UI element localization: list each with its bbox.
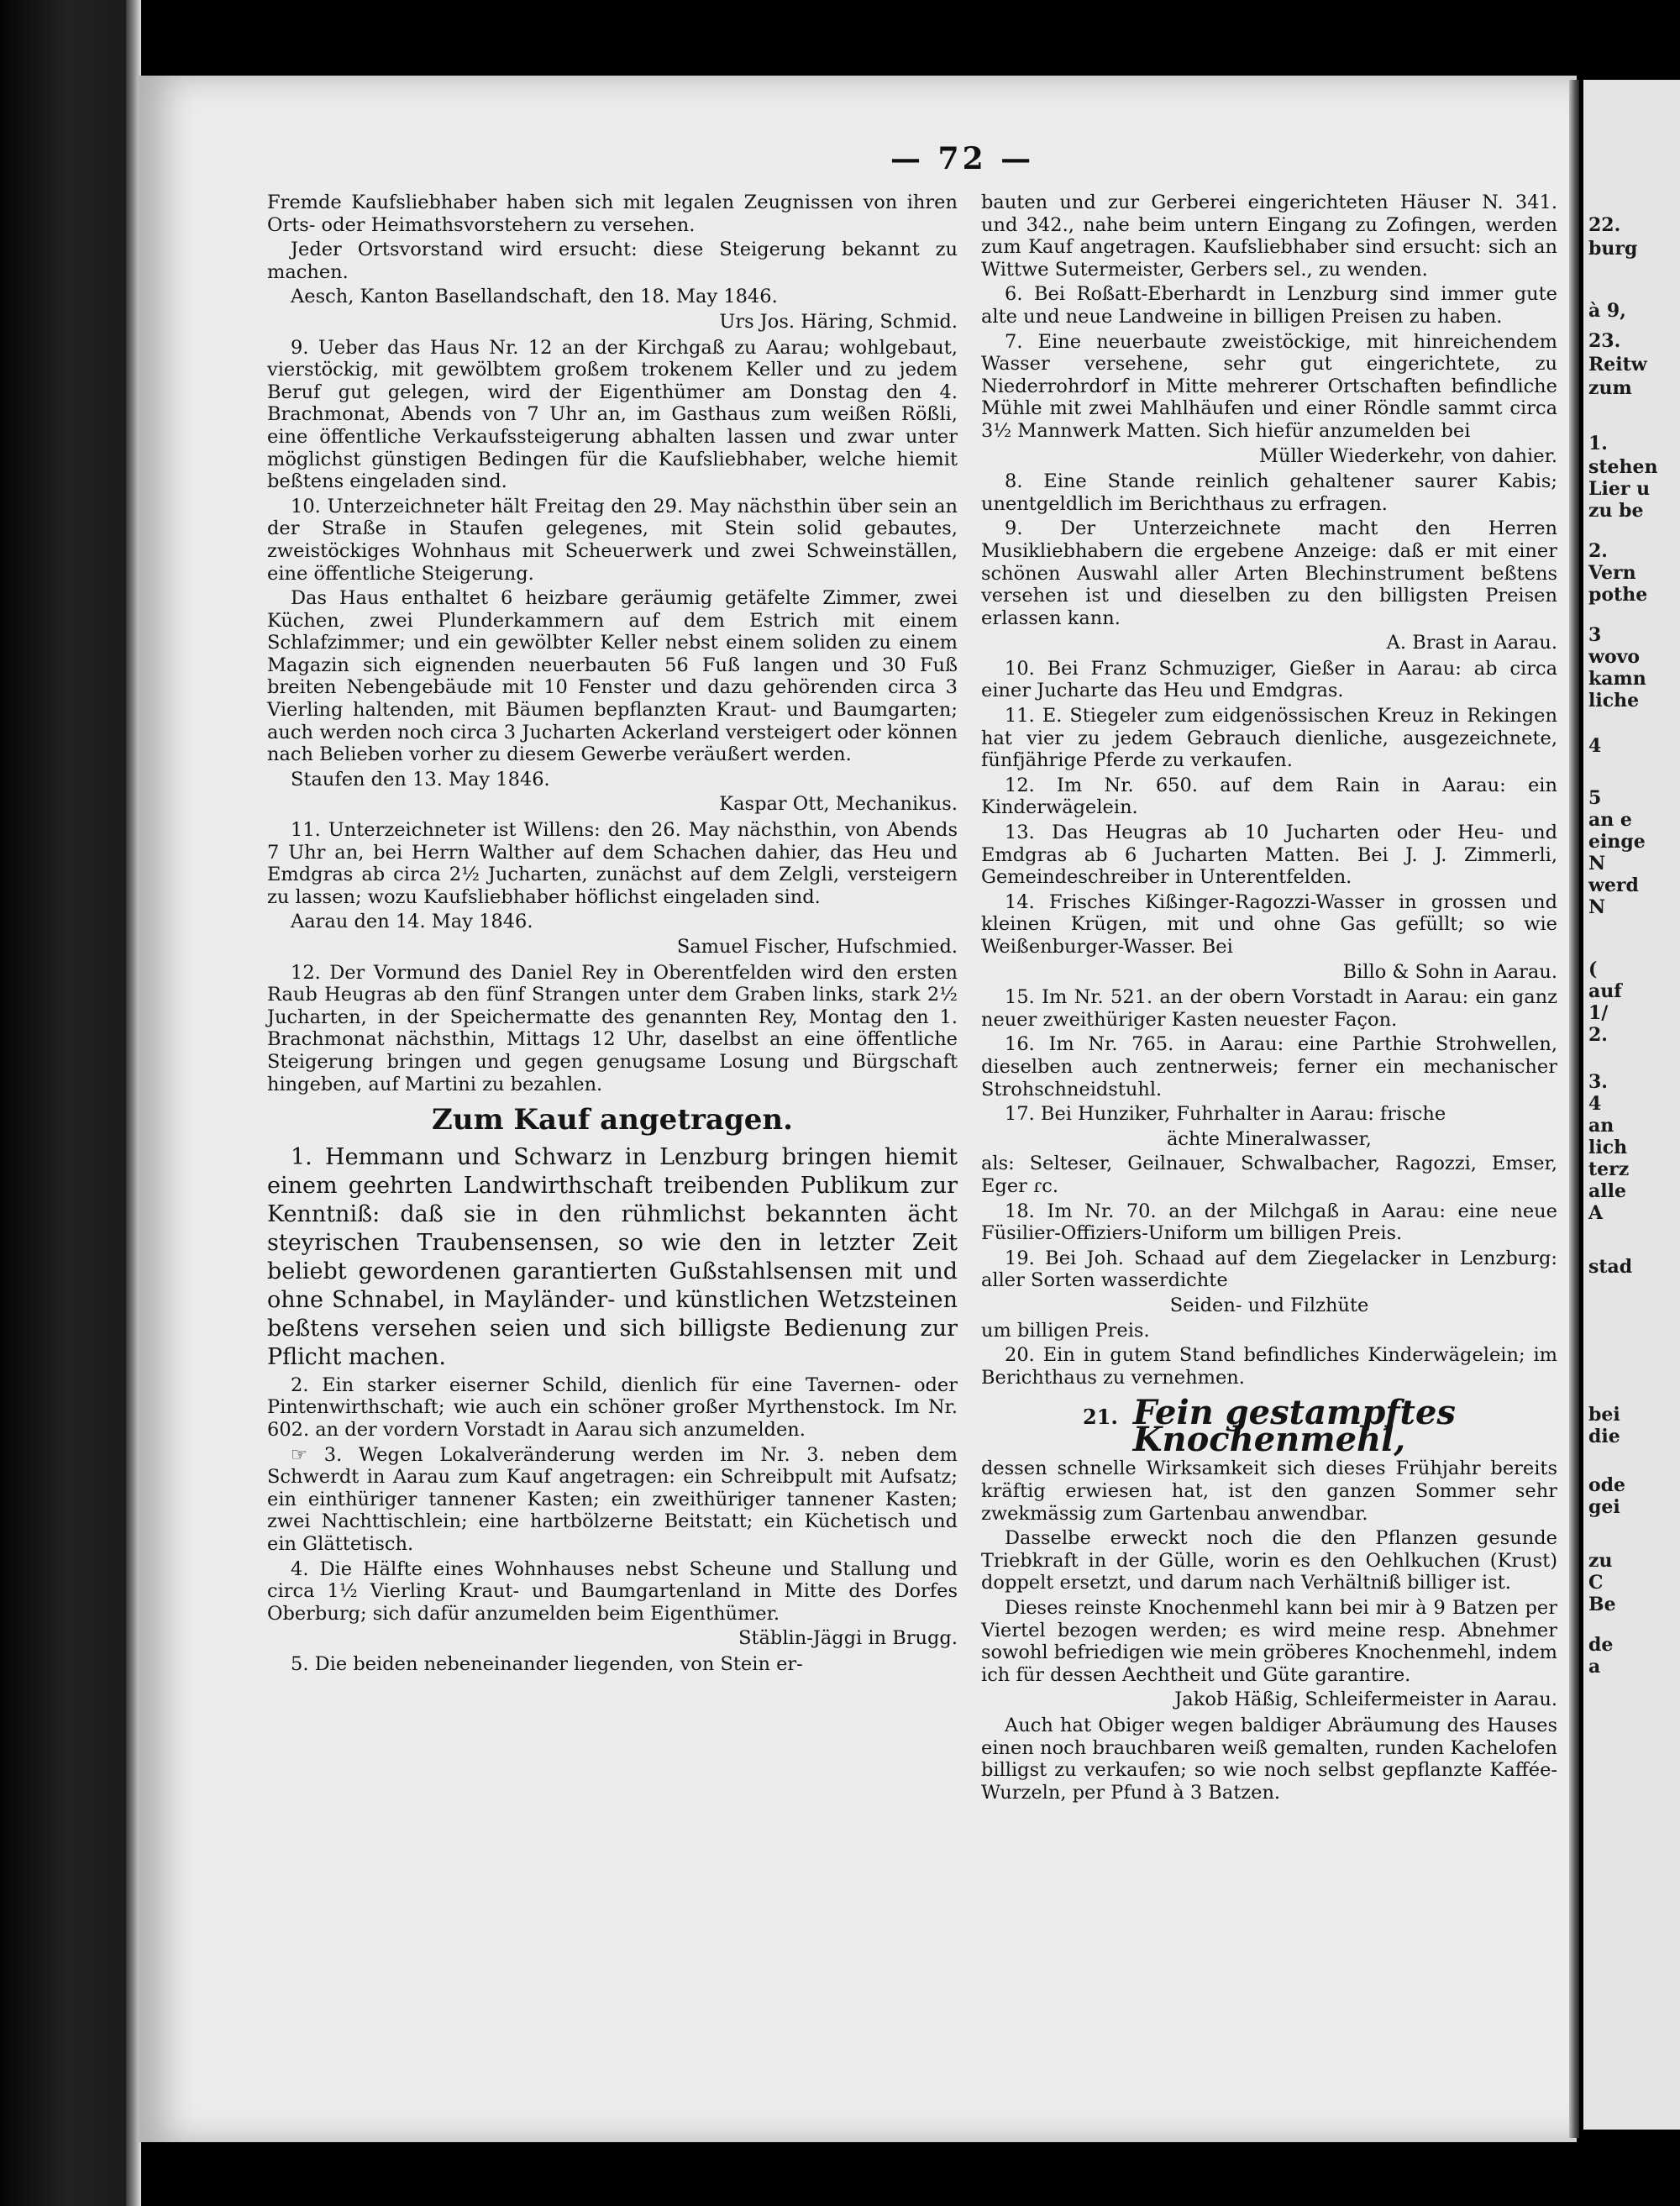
facing-page-text-fragment: kamn bbox=[1588, 668, 1646, 690]
notice-paragraph: 12. Im Nr. 650. auf dem Rain in Aarau: ein Kinderwägelein. bbox=[981, 774, 1557, 819]
facing-page-text-fragment: stad bbox=[1588, 1256, 1633, 1278]
facing-page-text-fragment: 3 bbox=[1588, 624, 1602, 646]
notice-paragraph: Staufen den 13. May 1846. bbox=[291, 768, 550, 790]
notice-paragraph: 12. Der Vormund des Daniel Rey in Oberentfelden wird den ersten Raub Heugras ab den fünf Strangen unter dem Graben links, stark 2½ Jucharten, in der Speichermatte des genannten Rey, Montag den 1. Brachmonat nächsthin, Mittags 12 Uhr, daselbst an eine öffentliche Steigerung bringen und gegen genugsame Losung und Bürgschaft hingeben, auf Martini zu bezahlen. bbox=[267, 961, 958, 1095]
facing-page-text-fragment: 22. bbox=[1588, 214, 1621, 236]
notice-paragraph: Aesch, Kanton Basellandschaft, den 18. May 1846. bbox=[291, 286, 778, 308]
notice-paragraph: Das Haus enthaltet 6 heizbare geräumig getäfelte Zimmer, zwei Küchen, zwei Plunderkammern auf dem Estrich mit einem Schlafzimmer; und ein gewölbter Keller nebst einem soliden zu einem Magazin sich eignenden neuerbauten 56 Fuß langen und 30 Fuß breiten Nebengebäude mit 10 Fenster und dazu gehörenden circa 3 Vierling haltenden, mit Bäumen bepflanzten Kraut- und Baumgarten; auch werden noch circa 3 Jucharten Ackerland versteigert oder können nach Belieben vorher zu diesem Gewerbe veräußert werden. bbox=[267, 587, 958, 766]
facing-page-text-fragment: alle bbox=[1588, 1180, 1626, 1202]
notice-paragraph: 7. Eine neuerbaute zweistöckige, mit hinreichendem Wasser versehene, sehr gut eingerichtete, zu Niederrohrdorf in Mitte mehrerer Ortschaften befindliche Mühle mit zwei Mahlhäufen und einer Röndle sammt circa 3½ Mannwerk Matten. Sich hiefür anzumelden bei bbox=[981, 330, 1557, 442]
facing-page-text-fragment: die bbox=[1588, 1426, 1620, 1447]
left-column bbox=[267, 192, 958, 1678]
facing-page-text-fragment: Lier u bbox=[1588, 478, 1651, 500]
signature-line: Billo & Sohn in Aarau. bbox=[1342, 960, 1557, 983]
notice-paragraph: bauten und zur Gerberei eingerichteten Häuser N. 341. und 342., nahe beim untern Eingang zu Zofingen, werden zum Kauf angetragen. Kaufsliebhaber sind ersucht: sich an Wittwe Sutermeister, Gerbers sel., zu wenden. bbox=[981, 192, 1557, 281]
signature-line: Stäblin-Jäggi in Brugg. bbox=[738, 1627, 958, 1650]
facing-page-text-fragment: 1/ bbox=[1588, 1002, 1609, 1024]
notice-paragraph: 9. Der Unterzeichnete macht den Herren Musikliebhabern die ergebene Anzeige: daß er mit einer schönen Auswahl aller Arten Blechinstrument beßtens versehen ist und dieselben zu den billigsten Preisen erlassen kann. bbox=[981, 517, 1557, 629]
facing-page-text-fragment: N bbox=[1588, 896, 1606, 918]
facing-page-text-fragment: zu bbox=[1588, 1550, 1613, 1572]
notice-paragraph: 16. Im Nr. 765. in Aarau: eine Parthie Strohwellen, dieselben auch zentnerweis; ferner ein mechanischer Strohschneidstuhl. bbox=[981, 1033, 1557, 1100]
facing-page-text-fragment: C bbox=[1588, 1572, 1604, 1594]
signature-line: Urs Jos. Häring, Schmid. bbox=[719, 310, 958, 333]
facing-page-text-fragment: 4 bbox=[1588, 1093, 1602, 1115]
notice-paragraph: 17. Bei Hunziker, Fuhrhalter in Aarau: frische bbox=[1005, 1103, 1446, 1126]
facing-page-text-fragment: burg bbox=[1588, 238, 1638, 260]
centered-line: ächte Mineralwasser, bbox=[1167, 1127, 1372, 1150]
facing-page-text-fragment: 2. bbox=[1588, 540, 1608, 562]
notice-paragraph: 11. Unterzeichneter ist Willens: den 26. May nächsthin, von Abends 7 Uhr an, bei Herrn Walther auf dem Schachen dahier, das Heu und Emdgras ab circa 2½ Jucharten, zunächst auf dem Zelgli, versteigern zu lassen; wozu Kaufsliebhaber höflichst eingeladen sind. bbox=[267, 819, 958, 908]
notice-paragraph: 6. Bei Roßatt-Eberhardt in Lenzburg sind immer gute alte und neue Landweine in billigen Preisen zu haben. bbox=[981, 283, 1557, 328]
notice-paragraph: Auch hat Obiger wegen baldiger Abräumung des Hauses einen noch brauchbaren weiß gemalten, runden Kachelofen billigst zu verkaufen; so wie noch selbst gepflanzte Kaffée-Wurzeln, per Pfund à 3 Batzen. bbox=[981, 1715, 1557, 1804]
notice-paragraph: Dasselbe erweckt noch die den Pflanzen gesunde Triebkraft in der Gülle, worin es den Oehlkuchen (Krust) doppelt ersetzt, und darum nach Verhältniß billiger ist. bbox=[981, 1527, 1557, 1594]
facing-page-text-fragment: stehen bbox=[1588, 456, 1658, 478]
facing-page-text-fragment: à 9, bbox=[1588, 300, 1626, 322]
facing-page-text-fragment: A bbox=[1588, 1202, 1604, 1224]
notice-paragraph: 8. Eine Stande reinlich gehaltener saurer Kabis; unentgeldlich im Berichthaus zu erfragen. bbox=[981, 470, 1557, 515]
notice-paragraph: Dieses reinste Knochenmehl kann bei mir à 9 Batzen per Viertel bezogen werden; es wird meine resp. Abnehmer sowohl befriedigen wie mein gröberes Knochenmehl, indem ich für dessen Aechtheit und Güte garantire. bbox=[981, 1597, 1557, 1686]
facing-page-text-fragment: Be bbox=[1588, 1594, 1616, 1615]
notice-paragraph: 20. Ein in gutem Stand befindliches Kinderwägelein; im Berichthaus zu vernehmen. bbox=[981, 1344, 1557, 1389]
page-number: — 72 — bbox=[890, 141, 1035, 176]
facing-page-text-fragment: 4 bbox=[1588, 735, 1602, 757]
facing-page-text-fragment: de bbox=[1588, 1634, 1614, 1656]
notice-paragraph: 14. Frisches Kißinger-Ragozzi-Wasser in grossen und kleinen Krügen, mit und ohne Gas gefüllt; so wie Weißenburger-Wasser. Bei bbox=[981, 890, 1557, 958]
signature-line: Müller Wiederkehr, von dahier. bbox=[1258, 444, 1557, 467]
facing-page-text-fragment: N bbox=[1588, 853, 1606, 875]
notice-paragraph: Fremde Kaufsliebhaber haben sich mit legalen Zeugnissen von ihren Orts- oder Heimathsvorstehern zu versehen. bbox=[267, 192, 958, 236]
facing-page-text-fragment: ( bbox=[1588, 959, 1598, 980]
facing-page-text-fragment: lich bbox=[1588, 1137, 1628, 1158]
facing-page-text-fragment: einge bbox=[1588, 831, 1646, 853]
ad-headline bbox=[981, 1393, 1557, 1459]
notice-paragraph: 4. Die Hälfte eines Wohnhauses nebst Scheune und Stallung und circa 1½ Vierling Kraut- und Baumgartenland in Mitte des Dorfes Oberburg; sich dafür anzumelden beim Eigenthümer. bbox=[267, 1557, 958, 1625]
book-spine bbox=[0, 0, 134, 2206]
notice-paragraph: 10. Bei Franz Schmuziger, Gießer in Aarau: ab circa einer Jucharte das Heu und Emdgras. bbox=[981, 657, 1557, 702]
right-column bbox=[981, 192, 1557, 1806]
notice-paragraph: als: Selteser, Geilnauer, Schwalbacher, Ragozzi, Emser, Eger ɾc. bbox=[981, 1153, 1557, 1197]
notice-paragraph: 10. Unterzeichneter hält Freitag den 29. May nächsthin über sein an der Straße in Staufen gelegenes, mit Stein solid gebautes, zweistöckiges Wohnhaus mit Scheuerwerk und zwei Schweinställen, eine öffentliche Steigerung. bbox=[267, 495, 958, 585]
notice-paragraph: 13. Das Heugras ab 10 Jucharten oder Heu- und Emdgras ab 6 Jucharten Matten. Bei J. J. Zimmerli, Gemeindeschreiber in Unterentfelden. bbox=[981, 822, 1557, 889]
ad-headline-text: Fein gestampftes Knochenmehl, bbox=[1132, 1393, 1456, 1459]
facing-page-text-fragment: a bbox=[1588, 1656, 1601, 1678]
facing-page-text-fragment: an e bbox=[1588, 809, 1632, 831]
notice-paragraph: 19. Bei Joh. Schaad auf dem Ziegelacker in Lenzburg: aller Sorten wasserdichte bbox=[981, 1247, 1557, 1292]
facing-page-text-fragment: terz bbox=[1588, 1158, 1630, 1180]
facing-page-text-fragment: Vern bbox=[1588, 562, 1636, 584]
notice-paragraph: 2. Ein starker eiserner Schild, dienlich für eine Tavernen- oder Pintenwirthschaft; wie auch ein schöner großer Myrthenstock. Im Nr. 602. an der vordern Vorstadt in Aarau sich anzumelden. bbox=[267, 1373, 958, 1441]
facing-page-text-fragment: gei bbox=[1588, 1496, 1620, 1518]
section-heading: Zum Kauf angetragen. bbox=[432, 1103, 793, 1137]
notice-paragraph: 5. Die beiden nebeneinander liegenden, von Stein er- bbox=[291, 1652, 803, 1675]
facing-page-text-fragment: 2. bbox=[1588, 1024, 1608, 1046]
facing-page-text-fragment: liche bbox=[1588, 690, 1640, 712]
signature-line: Kaspar Ott, Mechanikus. bbox=[719, 793, 958, 816]
facing-page-text-fragment: 1. bbox=[1588, 433, 1608, 454]
facing-page-fragment bbox=[1583, 80, 1680, 2130]
ad-number: 21. bbox=[1083, 1405, 1118, 1430]
facing-page-text-fragment: werd bbox=[1588, 875, 1639, 896]
facing-page-text-fragment: auf bbox=[1588, 980, 1622, 1002]
facing-page-text-fragment: 5 bbox=[1588, 787, 1602, 809]
facing-page-text-fragment: 23. bbox=[1588, 330, 1621, 352]
facing-page-text-fragment: 3. bbox=[1588, 1071, 1608, 1093]
facing-page-text-fragment: zu be bbox=[1588, 500, 1644, 522]
facing-page-text-fragment: zum bbox=[1588, 377, 1632, 399]
signature-line: Jakob Häßig, Schleifermeister in Aarau. bbox=[1174, 1689, 1557, 1711]
notice-paragraph: ☞ 3. Wegen Lokalveränderung werden im Nr. 3. neben dem Schwerdt in Aarau zum Kauf angetragen: ein Schreibpult mit Aufsatz; ein einthüriger tannener Kasten; ein zweithüriger tannener Kasten; zwei Nachttischlein; eine hartbölzerne Beitstatt; ein Küchetisch und ein Glättetisch. bbox=[267, 1443, 958, 1555]
facing-page-text-fragment: pothe bbox=[1588, 584, 1648, 606]
page-gutter-shadow bbox=[1569, 80, 1579, 2138]
facing-page-text-fragment: bei bbox=[1588, 1404, 1620, 1426]
notice-paragraph: um billigen Preis. bbox=[981, 1319, 1150, 1342]
signature-line: A. Brast in Aarau. bbox=[1386, 632, 1557, 654]
notice-paragraph: dessen schnelle Wirksamkeit sich dieses Frühjahr bereits kräftig erwiesen hat, ist den ganzen Sommer sehr zwekmässig zum Gartenbau anwendbar. bbox=[981, 1458, 1557, 1525]
facing-page-text-fragment: Reitw bbox=[1588, 354, 1647, 376]
signature-line: Samuel Fischer, Hufschmied. bbox=[676, 936, 958, 958]
facing-page-text-fragment: wovo bbox=[1588, 646, 1641, 668]
notice-paragraph: Aarau den 14. May 1846. bbox=[291, 911, 533, 933]
notice-paragraph: 15. Im Nr. 521. an der obern Vorstadt in Aarau: ein ganz neuer zweithüriger Kasten neuester Façon. bbox=[981, 986, 1557, 1031]
notice-paragraph: 18. Im Nr. 70. an der Milchgaß in Aarau: eine neue Füsilier-Offiziers-Uniform um billigen Preis. bbox=[981, 1200, 1557, 1245]
notice-paragraph: 9. Ueber das Haus Nr. 12 an der Kirchgaß zu Aarau; wohlgebaut, vierstöckig, mit gewölbtem großem trokenem Keller und zu jedem Beruf gut gelegen, wird der Eigenthümer am Donstag den 4. Brachmonat, Abends von 7 Uhr an, im Gasthaus zum weißen Rößli, eine öffentliche Verkaufssteigerung abhalten lassen und zwar unter möglichst günstigen Bedingen für die Kaufsliebhaber, welche hiemit beßtens eingeladen sind. bbox=[267, 336, 958, 493]
notice-paragraph: Jeder Ortsvorstand wird ersucht: diese Steigerung bekannt zu machen. bbox=[267, 239, 958, 283]
featured-advertisement: 1. Hemmann und Schwarz in Lenzburg bringen hiemit einem geehrten Landwirthschaft treibenden Publikum zur Kenntniß: daß sie in den rühmlichst bekannten ächt steyrischen Traubensensen, so wie den in letzter Zeit beliebt gewordenen garantierten Gußstahlsensen mit und ohne Schnabel, in Mayländer- und künstlichen Wetzsteinen beßtens versehen seien und sich billigste Bedienung zur Pflicht machen. bbox=[267, 1143, 958, 1370]
facing-page-text-fragment: an bbox=[1588, 1115, 1614, 1137]
centered-line: Seiden- und Filzhüte bbox=[1169, 1294, 1369, 1316]
notice-paragraph: 11. E. Stiegeler zum eidgenössischen Kreuz in Rekingen hat vier zu jedem Gebrauch dienliche, ausgezeichnete, fünfjährige Pferde zu verkaufen. bbox=[981, 705, 1557, 772]
facing-page-text-fragment: ode bbox=[1588, 1474, 1626, 1496]
